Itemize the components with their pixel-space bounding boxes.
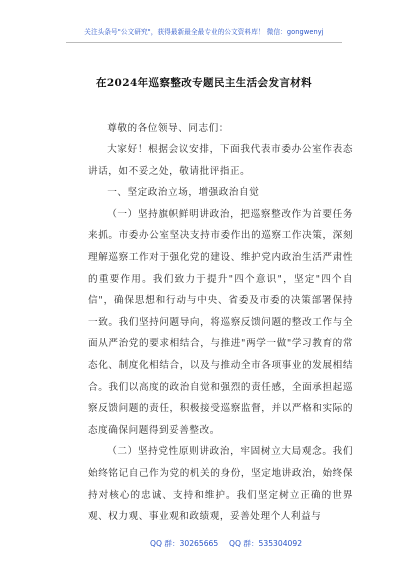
footer-qq-group-left: QQ 群：30265665 [150, 539, 219, 548]
footer-qq-group-right: QQ 群：535304092 [229, 539, 303, 548]
section-heading: 一、坚定政治立场，增强政治自觉 [107, 187, 260, 199]
salutation [88, 118, 353, 140]
header-notice: 关注头条号"公文研究"，获得最新最全最专业的公文资料库！ 微信：gongwenyj [84, 28, 324, 36]
paragraph-greeting: 大家好！根据会议安排，下面我代表市委办公室作表态讲话，如不妥之处，敬请批评指正。 [88, 144, 353, 177]
header-divider [66, 42, 342, 43]
document-title: 在2024年巡察整改专题民主生活会发言材料 [95, 77, 313, 89]
document-body [88, 139, 353, 528]
paragraph-point-one: （一）坚持旗帜鲜明讲政治，把巡察整改作为首要任务来抓。市委办公室坚决支持市委作出的巡察工作决策，深刻理解巡察工作对于强化党的建设、维护党内政治生活严肃性的重要作用。我们致力于提升"四个意识"，坚定"四个自信"，确保思想和行动与中央、省委及市委的决策部署保持一致。我们坚持问题导向，将巡察反馈问题的整改工作与全面从严治党的要求相结合，与推进"两学一做"学习教育的常态化、制度化相结合，以及与推动全市各项事业的发展相结合。我们以高度的政治自觉和强烈的责任感，全面承担起巡察反馈问题的责任，积极接受巡察监督，并以严格和实际的态度确保问题得到妥善整改。 [88, 208, 353, 436]
salutation-text: 尊敬的各位领导、同志们： [107, 123, 229, 134]
paragraph-point-two: （二）坚持党性原则讲政治，牢固树立大局观念。我们始终铭记自己作为党的机关的身份，坚定地讲政治，始终保持对核心的忠诚、支持和维护。我们坚定树立正确的世界观、权力观、事业观和政绩观，妥善处理个人利益与 [88, 446, 353, 523]
